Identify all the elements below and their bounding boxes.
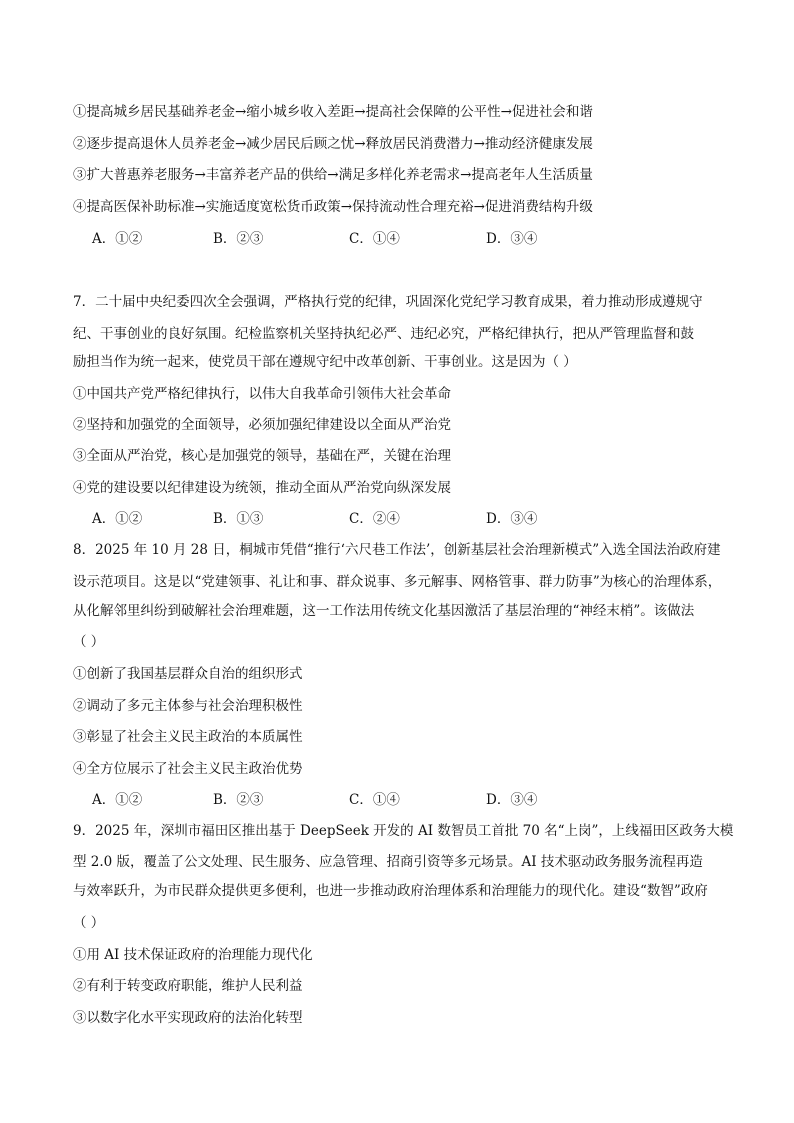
q8-item-4: ④全方位展示了社会主义民主政治优势 (73, 761, 303, 777)
prev-option-item-3: ③扩大普惠养老服务→丰富养老产品的供给→满足多样化养老需求→提高老年人生活质量 (73, 167, 593, 183)
q8-item-3: ③彰显了社会主义民主政治的本质属性 (73, 729, 303, 745)
q9-answer-bracket: （ ） (73, 915, 105, 931)
q9-stem-line-3: 与效率跃升，为市民群众提供更多便利，也进一步推动政府治理体系和治理能力的现代化。建设“数智”政府 (73, 883, 708, 899)
q9-stem-line-1: 9．2025 年，深圳市福田区推出基于 DeepSeek 开发的 AI 数智员工首批 70 名“上岗”，上线福田区政务大模 (73, 823, 734, 839)
q9-item-1: ①用 AI 技术保证政府的治理能力现代化 (73, 947, 313, 963)
q7-item-1: ①中国共产党严格纪律执行，以伟大自我革命引领伟大社会革命 (73, 386, 451, 402)
q7-item-4: ④党的建设要以纪律建设为统领，推动全面从严治党向纵深发展 (73, 480, 451, 496)
q9-stem-line-2: 型 2.0 版，覆盖了公文处理、民生服务、应急管理、招商引资等多元场景。AI 技术驱动政务服务流程再造 (73, 854, 703, 870)
q7-item-3: ③全面从严治党，核心是加强党的领导，基础在严，关键在治理 (73, 448, 451, 464)
q8-stem-line-1: 8．2025 年 10 月 28 日，桐城市凭借“推行‘六尺巷工作法’，创新基层社会治理新模式”入选全国法治政府建 (73, 542, 721, 558)
choice-d: D．③④ (486, 511, 538, 527)
choice-c: C．①④ (349, 792, 400, 808)
q8-stem-line-2: 设示范项目。这是以“党建领事、礼让和事、群众说事、多元解事、网格管事、群力防事”为核心的治理体系， (73, 574, 722, 590)
prev-option-item-2: ②逐步提高退休人员养老金→减少居民后顾之忧→释放居民消费潜力→推动经济健康发展 (73, 136, 593, 152)
q8-item-2: ②调动了多元主体参与社会治理积极性 (73, 698, 303, 714)
choice-d: D．③④ (486, 231, 538, 247)
choice-a: A．①② (92, 231, 143, 247)
choice-b: B．②③ (213, 231, 264, 247)
q9-item-2: ②有利于转变政府职能，维护人民利益 (73, 978, 303, 994)
q7-stem-line-2: 纪、干事创业的良好氛围。纪检监察机关坚持执纪必严、违纪必究，严格纪律执行，把从严管理监督和鼓 (73, 326, 694, 342)
choice-c: C．②④ (349, 511, 400, 527)
choice-c: C．①④ (349, 231, 400, 247)
q8-stem-line-3: 从化解邻里纠纷到破解社会治理难题，这一工作法用传统文化基因激活了基层治理的“神经末梢”。该做法 (73, 603, 695, 619)
q7-stem-line-3: 励担当作为统一起来，使党员干部在遵规守纪中改革创新、干事创业。这是因为（ ） (73, 354, 577, 370)
choice-b: B．②③ (213, 792, 264, 808)
choice-d: D．③④ (486, 792, 538, 808)
choice-a: A．①② (92, 792, 143, 808)
choice-b: B．①③ (213, 511, 264, 527)
q7-stem-line-1: 7．二十届中央纪委四次全会强调，严格执行党的纪律，巩固深化党纪学习教育成果，着力推动形成遵规守 (73, 294, 703, 310)
q8-item-1: ①创新了我国基层群众自治的组织形式 (73, 666, 303, 682)
q8-answer-bracket: （ ） (73, 634, 105, 650)
q9-item-3: ③以数字化水平实现政府的法治化转型 (73, 1010, 303, 1026)
prev-option-item-4: ④提高医保补助标准→实施适度宽松货币政策→保持流动性合理充裕→促进消费结构升级 (73, 199, 593, 215)
q7-item-2: ②坚持和加强党的全面领导，必须加强纪律建设以全面从严治党 (73, 417, 451, 433)
choice-a: A．①② (92, 511, 143, 527)
prev-option-item-1: ①提高城乡居民基础养老金→缩小城乡收入差距→提高社会保障的公平性→促进社会和谐 (73, 104, 593, 120)
